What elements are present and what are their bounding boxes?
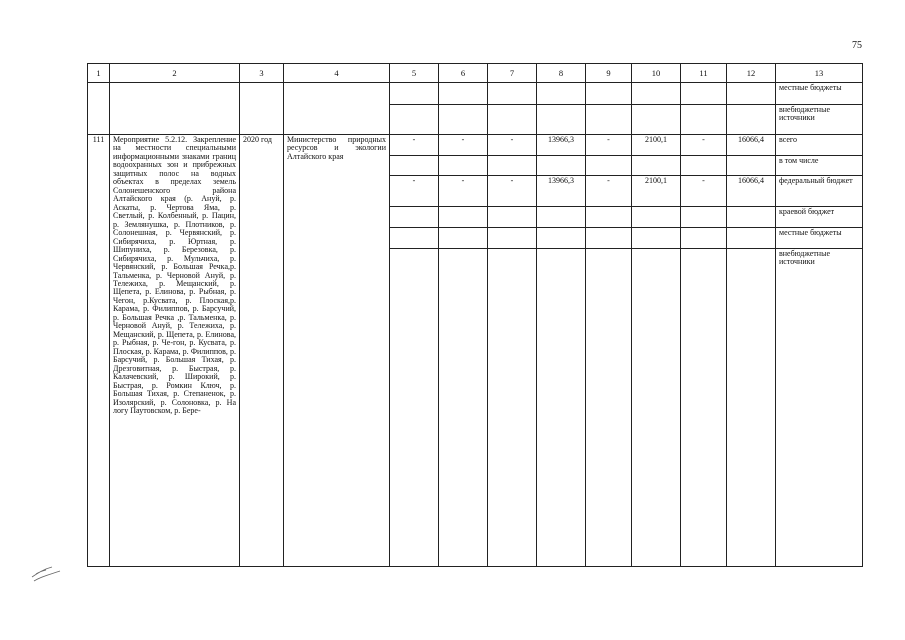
- table-cell: [537, 228, 586, 249]
- table-cell: [488, 105, 537, 135]
- table-cell: [727, 228, 776, 249]
- table-cell: [537, 105, 586, 135]
- table-cell: [240, 83, 284, 135]
- column-header: 10: [632, 64, 681, 83]
- budget-table: [87, 63, 863, 567]
- table-cell: [390, 83, 439, 105]
- table-cell: -: [390, 135, 439, 156]
- table-cell: [586, 83, 632, 105]
- table-cell: -: [586, 135, 632, 156]
- table-cell: [727, 83, 776, 105]
- table-cell: [439, 228, 488, 249]
- column-header: 13: [776, 64, 863, 83]
- table-row: [88, 83, 863, 105]
- column-header: 8: [537, 64, 586, 83]
- table-cell: [537, 207, 586, 228]
- table-cell: [439, 207, 488, 228]
- source-label: федеральный бюджет: [776, 176, 863, 207]
- source-label: всего: [776, 135, 863, 156]
- table-cell: [681, 105, 727, 135]
- table-cell: -: [586, 176, 632, 207]
- table-cell: [537, 249, 586, 567]
- source-label: местные бюджеты: [776, 228, 863, 249]
- table-cell: 16066,4: [727, 135, 776, 156]
- table-cell: [681, 228, 727, 249]
- table-cell: [632, 83, 681, 105]
- table-cell: [88, 83, 110, 135]
- table-row: [88, 135, 863, 156]
- table-cell: [390, 105, 439, 135]
- table-cell: [727, 156, 776, 176]
- column-header-row: [88, 64, 863, 83]
- table-cell: -: [488, 135, 537, 156]
- table-cell: [537, 156, 586, 176]
- table-cell: 16066,4: [727, 176, 776, 207]
- table-cell: [439, 156, 488, 176]
- table-cell: [390, 156, 439, 176]
- table-cell: [632, 207, 681, 228]
- table-cell: [390, 249, 439, 567]
- column-header: 6: [439, 64, 488, 83]
- table-cell: -: [681, 135, 727, 156]
- measure-executor: Министерство природных ресурсов и экологии Алтайского края: [284, 135, 390, 567]
- table-cell: [488, 83, 537, 105]
- page-number: 75: [852, 40, 862, 51]
- source-label: внебюджетные источники: [776, 249, 863, 567]
- column-header: 2: [110, 64, 240, 83]
- table-cell: [439, 105, 488, 135]
- column-header: 9: [586, 64, 632, 83]
- table-cell: [586, 228, 632, 249]
- table-cell: [681, 156, 727, 176]
- table-cell: [488, 249, 537, 567]
- table-cell: 13966,3: [537, 135, 586, 156]
- table-cell: [586, 105, 632, 135]
- table-cell: [727, 105, 776, 135]
- table-cell: [681, 83, 727, 105]
- table-cell: [586, 207, 632, 228]
- table-cell: [727, 207, 776, 228]
- table-cell: [488, 156, 537, 176]
- table-cell: 2100,1: [632, 135, 681, 156]
- table-cell: [632, 228, 681, 249]
- table-cell: [439, 83, 488, 105]
- table-cell: [632, 249, 681, 567]
- table-cell: [284, 83, 390, 135]
- column-header: 12: [727, 64, 776, 83]
- table-cell: [439, 249, 488, 567]
- table-cell: [632, 105, 681, 135]
- source-label: местные бюджеты: [776, 83, 863, 105]
- table-cell: [681, 207, 727, 228]
- table-cell: 13966,3: [537, 176, 586, 207]
- table-cell: [681, 249, 727, 567]
- column-header: 1: [88, 64, 110, 83]
- handwritten-mark: [30, 555, 64, 585]
- measure-description: Мероприятие 5.2.12. Закрепление на местности специальными информационными знаками границ водоохранных зон и прибрежных защитных полос на водных объектах в пределах земель Солонешенского района Алтайского края (р. Ануй, р. Аскаты, р. Чертова Яма, р. Светлый, р. Колбенный, р. Пацин, р. Землянушка, р. Плотников, р. Солонешная, р. Червянский, р. Сибирячиха, р. Юртная, р. Шипуниха, р. Березовка, р. Сибирячиха, р. Мульчиха, р. Червянский, р. Большая Речка,р. Тальменка, р. Черновой Ануй, р. Тележиха, р. Мещанский, р. Щепета, р. Елинова, р. Рыбная, р. Чегон, р.Кусвата, р. Плоская,р. Карама, р. Филиппов, р. Барсучий, р. Большая Речка ,р. Тальменка, р. Черновой Ануй, р. Тележиха, р. Мещанский, р. Щепета, р. Елинова, р. Рыбная, р. Че-гон, р. Кусвата, р. Плоская, р. Карама, р. Филиппов, р. Барсучий, р. Большая Тихая, р. Дрезговитная, р. Быстрая, р. Калачевский, р. Широкий, р. Быстрая, р. Ромкин Ключ, р. Большая Тихая, р. Степаненок, р. Изолярский, р. Солоновка, р. На логу Паутовском, р. Бере-: [110, 135, 240, 567]
- source-label: краевой бюджет: [776, 207, 863, 228]
- table-cell: 2100,1: [632, 176, 681, 207]
- table-cell: -: [439, 135, 488, 156]
- table-cell: [110, 83, 240, 135]
- measure-year: 2020 год: [240, 135, 284, 567]
- table-cell: [537, 83, 586, 105]
- table-cell: -: [488, 176, 537, 207]
- table-cell: [390, 228, 439, 249]
- table-cell: [488, 207, 537, 228]
- column-header: 7: [488, 64, 537, 83]
- column-header: 3: [240, 64, 284, 83]
- table-cell: [488, 228, 537, 249]
- table-cell: [727, 249, 776, 567]
- table-cell: -: [439, 176, 488, 207]
- table-cell: [586, 156, 632, 176]
- measure-number: 111: [88, 135, 110, 567]
- source-label: в том числе: [776, 156, 863, 176]
- column-header: 4: [284, 64, 390, 83]
- table-cell: -: [681, 176, 727, 207]
- table-cell: [632, 156, 681, 176]
- table-cell: [390, 207, 439, 228]
- table-cell: [586, 249, 632, 567]
- table-cell: -: [390, 176, 439, 207]
- source-label: внебюджетные источники: [776, 105, 863, 135]
- column-header: 11: [681, 64, 727, 83]
- column-header: 5: [390, 64, 439, 83]
